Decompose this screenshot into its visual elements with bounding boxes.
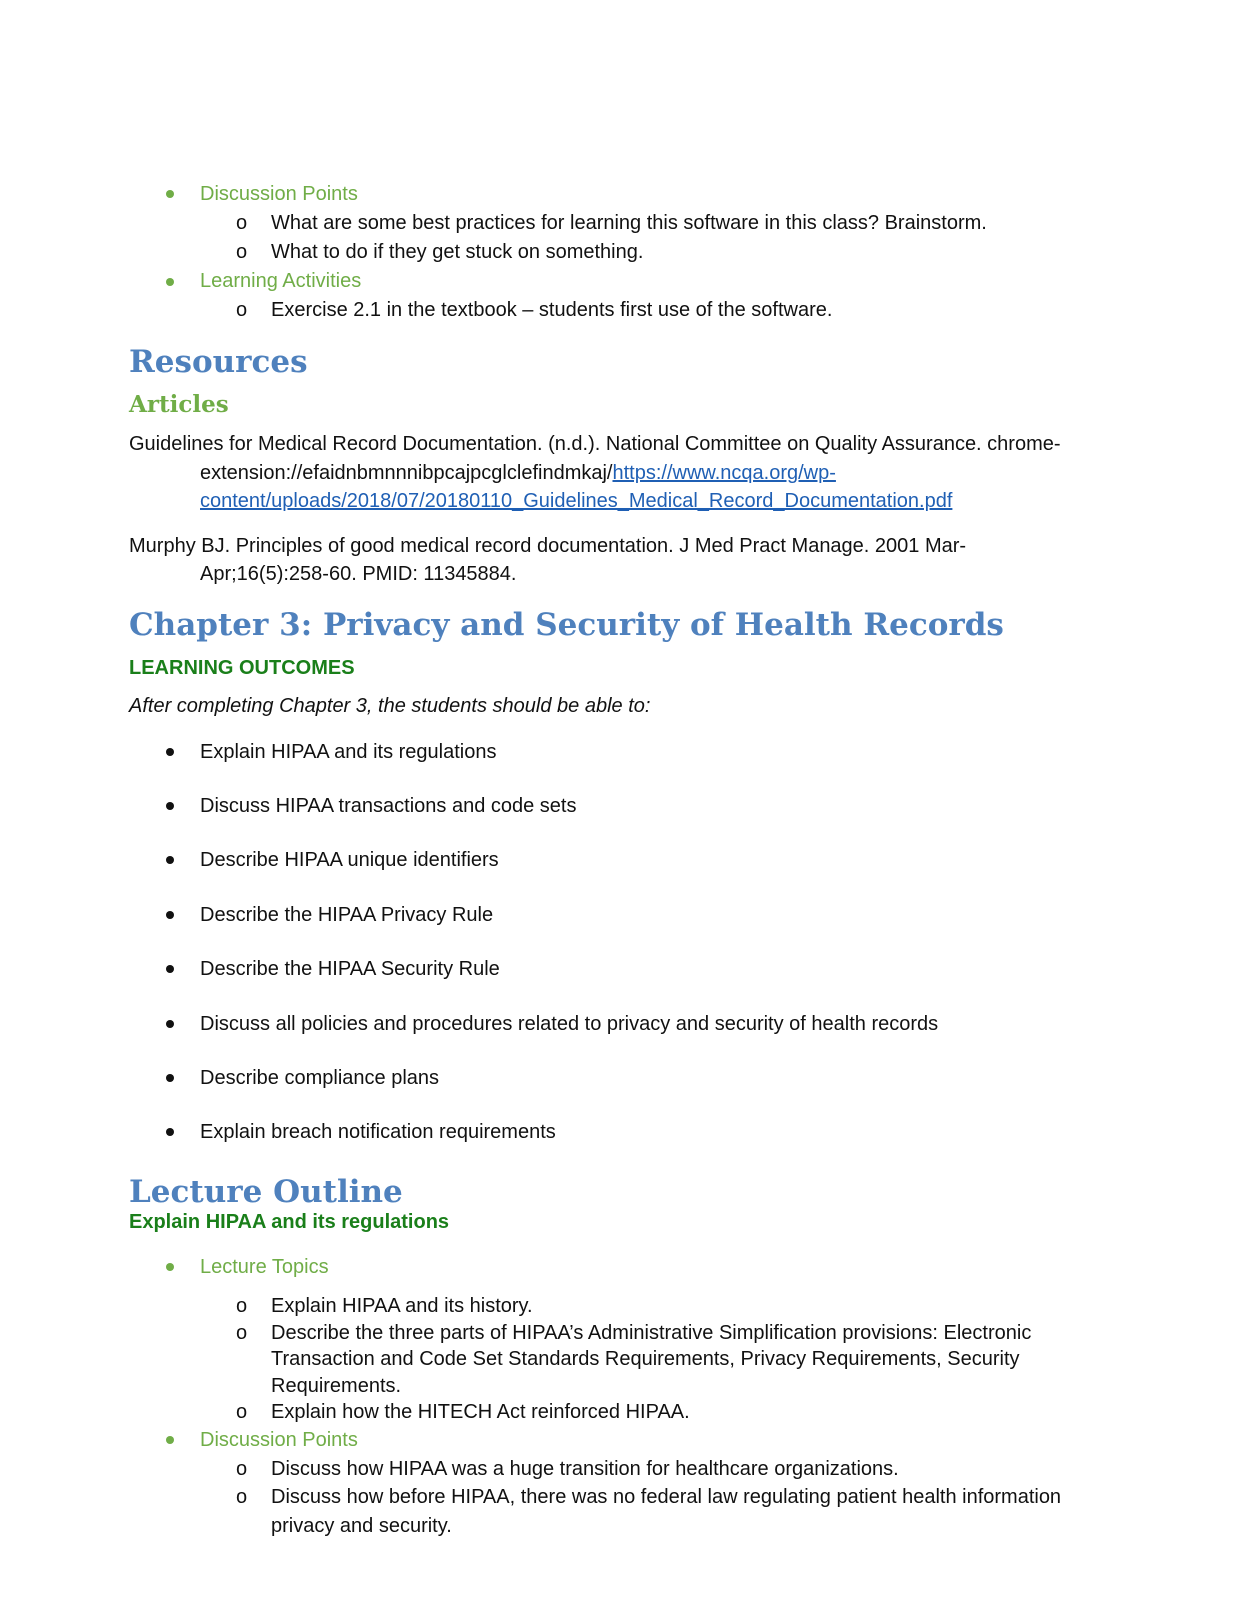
bullet-icon — [166, 748, 174, 756]
bullet-icon — [166, 1263, 174, 1271]
lecture-outline-heading: Lecture Outline — [129, 1174, 403, 1210]
chapter-3-intro: After completing Chapter 3, the students should be able to: — [129, 695, 651, 717]
reference-1-link-continued[interactable]: content/uploads/2018/07/20180110_Guidelines_Medical_Record_Documentation.pdf — [200, 490, 953, 512]
circle-bullet-icon: o — [236, 1295, 248, 1317]
topic-item-line: Requirements. — [271, 1375, 402, 1397]
lecture-discussion-item-line: Discuss how before HIPAA, there was no federal law regulating patient health information — [271, 1486, 1062, 1508]
outcome-item: Explain HIPAA and its regulations — [200, 741, 497, 763]
circle-bullet-icon: o — [236, 241, 248, 263]
lecture-discussion-label: Discussion Points — [200, 1429, 358, 1451]
outcome-item: Describe the HIPAA Privacy Rule — [200, 904, 494, 926]
topic-item-line: Describe the three parts of HIPAA’s Administrative Simplification provisions: Electronic — [271, 1322, 1032, 1344]
outcome-item: Discuss HIPAA transactions and code sets — [200, 795, 577, 817]
topic-item: Explain how the HITECH Act reinforced HIPAA. — [271, 1401, 690, 1423]
bullet-icon — [166, 856, 174, 864]
learning-activities-label: Learning Activities — [200, 270, 362, 292]
outcome-item: Explain breach notification requirements — [200, 1121, 556, 1143]
learning-item: Exercise 2.1 in the textbook – students first use of the software. — [271, 299, 833, 321]
bullet-icon — [166, 965, 174, 973]
reference-2-line-1: Murphy BJ. Principles of good medical record documentation. J Med Pract Manage. 2001 Mar- — [129, 535, 967, 557]
discussion-item: What to do if they get stuck on something. — [271, 241, 644, 263]
reference-1-line-1: Guidelines for Medical Record Documentation. (n.d.). National Committee on Quality Assurance. chrome- — [129, 433, 1061, 455]
outcome-item: Discuss all policies and procedures related to privacy and security of health records — [200, 1013, 939, 1035]
circle-bullet-icon: o — [236, 1322, 248, 1344]
circle-bullet-icon: o — [236, 299, 248, 321]
learning-outcomes-label: LEARNING OUTCOMES — [129, 657, 355, 679]
circle-bullet-icon: o — [236, 1486, 248, 1508]
bullet-icon — [166, 278, 174, 286]
reference-1-prefix: extension://efaidnbmnnnibpcajpcglclefindmkaj/ — [200, 462, 613, 484]
discussion-item: What are some best practices for learning this software in this class? Brainstorm. — [271, 212, 987, 234]
articles-heading: Articles — [129, 391, 229, 418]
bullet-icon — [166, 1074, 174, 1082]
reference-2-line-2: Apr;16(5):258-60. PMID: 11345884. — [200, 563, 517, 585]
outcome-item: Describe HIPAA unique identifiers — [200, 849, 499, 871]
discussion-points-label: Discussion Points — [200, 183, 358, 205]
outcome-item: Describe the HIPAA Security Rule — [200, 958, 500, 980]
resources-heading: Resources — [129, 344, 308, 380]
lecture-topics-label: Lecture Topics — [200, 1256, 329, 1278]
bullet-icon — [166, 911, 174, 919]
bullet-icon — [166, 1128, 174, 1136]
bullet-icon — [166, 802, 174, 810]
outcome-item: Describe compliance plans — [200, 1067, 440, 1089]
topic-item-line: Transaction and Code Set Standards Requirements, Privacy Requirements, Security — [271, 1348, 1020, 1370]
circle-bullet-icon: o — [236, 212, 248, 234]
circle-bullet-icon: o — [236, 1401, 248, 1423]
reference-1-link[interactable]: https://www.ncqa.org/wp- — [612, 462, 836, 484]
lecture-discussion-item-line: privacy and security. — [271, 1515, 452, 1537]
bullet-icon — [166, 1020, 174, 1028]
bullet-icon — [166, 190, 174, 198]
topic-item: Explain HIPAA and its history. — [271, 1295, 533, 1317]
lecture-subheading: Explain HIPAA and its regulations — [129, 1211, 450, 1233]
bullet-icon — [166, 1436, 174, 1444]
reference-1-line-3 — [200, 487, 952, 515]
reference-1-line-2 — [200, 459, 836, 487]
lecture-discussion-item: Discuss how HIPAA was a huge transition for healthcare organizations. — [271, 1458, 899, 1480]
chapter-3-heading: Chapter 3: Privacy and Security of Health Records — [129, 607, 1004, 643]
circle-bullet-icon: o — [236, 1458, 248, 1480]
